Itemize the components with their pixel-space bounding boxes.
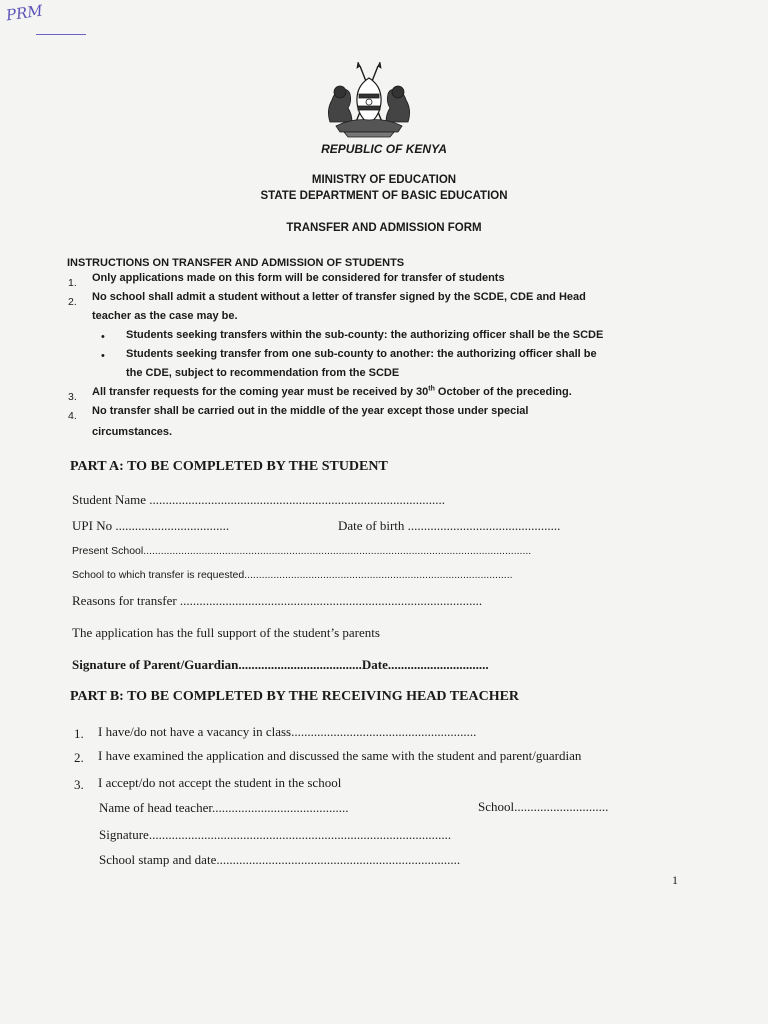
bullet-icon: • [101,350,105,362]
vacancy-field[interactable]: I have/do not have a vacancy in class......................................................... [98,724,477,739]
instruction-item-4: No transfer shall be carried out in the middle of the year except those under special [92,405,529,417]
accept-statement: I accept/do not accept the student in the school [98,775,342,790]
upi-no-field[interactable]: UPI No ................................... [72,518,230,533]
part-a-title: PART A: TO BE COMPLETED BY THE STUDENT [70,459,388,474]
part-b-number: 2. [74,750,84,765]
department-heading: STATE DEPARTMENT OF BASIC EDUCATION [260,190,508,202]
page-number: 1 [672,873,678,887]
instruction-number: 2. [68,296,77,308]
bullet-item-2-cont: the CDE, subject to recommendation from the SCDE [126,367,400,379]
instruction-number: 1. [68,277,77,289]
parent-support-statement: The application has the full support of the student’s parents [72,625,380,640]
date-of-birth-field[interactable]: Date of birth ............................................... [338,518,561,533]
instruction-item-2-cont: teacher as the case may be. [92,310,238,322]
transfer-school-field[interactable]: School to which transfer is requested............................................................................................ [72,569,513,581]
instruction-number: 4. [68,410,77,422]
student-name-field[interactable]: Student Name ........................................................................................... [72,492,446,507]
head-teacher-name-field[interactable]: Name of head teacher.......................................... [99,800,349,815]
handwritten-note: PRM [4,1,44,25]
present-school-field[interactable]: Present School..................................................................................................................................... [72,545,532,557]
bullet-item-1: Students seeking transfers within the sub-county: the authorizing officer shall be the SCDE [126,329,604,341]
instruction-item-2: No school shall admit a student without a letter of transfer signed by the SCDE, CDE and Head [92,291,586,303]
kenya-coat-of-arms-icon [322,62,416,138]
instruction-item-3: All transfer requests for the coming year must be received by 30th October of the preceding. [92,385,572,398]
examined-statement: I have examined the application and discussed the same with the student and parent/guardian [98,748,582,763]
parent-signature-field[interactable]: Signature of Parent/Guardian......................................Date............................... [72,657,489,672]
republic-heading: REPUBLIC OF KENYA [321,142,447,156]
handwritten-underline [36,34,86,35]
ministry-heading: MINISTRY OF EDUCATION [311,174,457,186]
instruction-item-4-cont: circumstances. [92,426,173,438]
head-teacher-signature-field[interactable]: Signature............................................................................................. [99,827,452,842]
form-title: TRANSFER AND ADMISSION FORM [286,222,482,234]
instruction-item-1: Only applications made on this form will be considered for transfer of students [92,272,505,284]
bullet-icon: • [101,331,105,343]
part-b-number: 3. [74,777,84,792]
part-b-number: 1. [74,726,84,741]
instructions-heading: INSTRUCTIONS ON TRANSFER AND ADMISSION OF STUDENTS [67,257,405,269]
reasons-for-transfer-field[interactable]: Reasons for transfer ............................................................................................. [72,593,483,608]
instruction-number: 3. [68,391,77,403]
receiving-school-field[interactable]: School............................. [478,799,609,814]
school-stamp-date-field[interactable]: School stamp and date........................................................................... [99,852,461,867]
bullet-item-2: Students seeking transfer from one sub-county to another: the authorizing officer shall be [126,348,597,360]
part-b-title: PART B: TO BE COMPLETED BY THE RECEIVING HEAD TEACHER [70,689,520,704]
